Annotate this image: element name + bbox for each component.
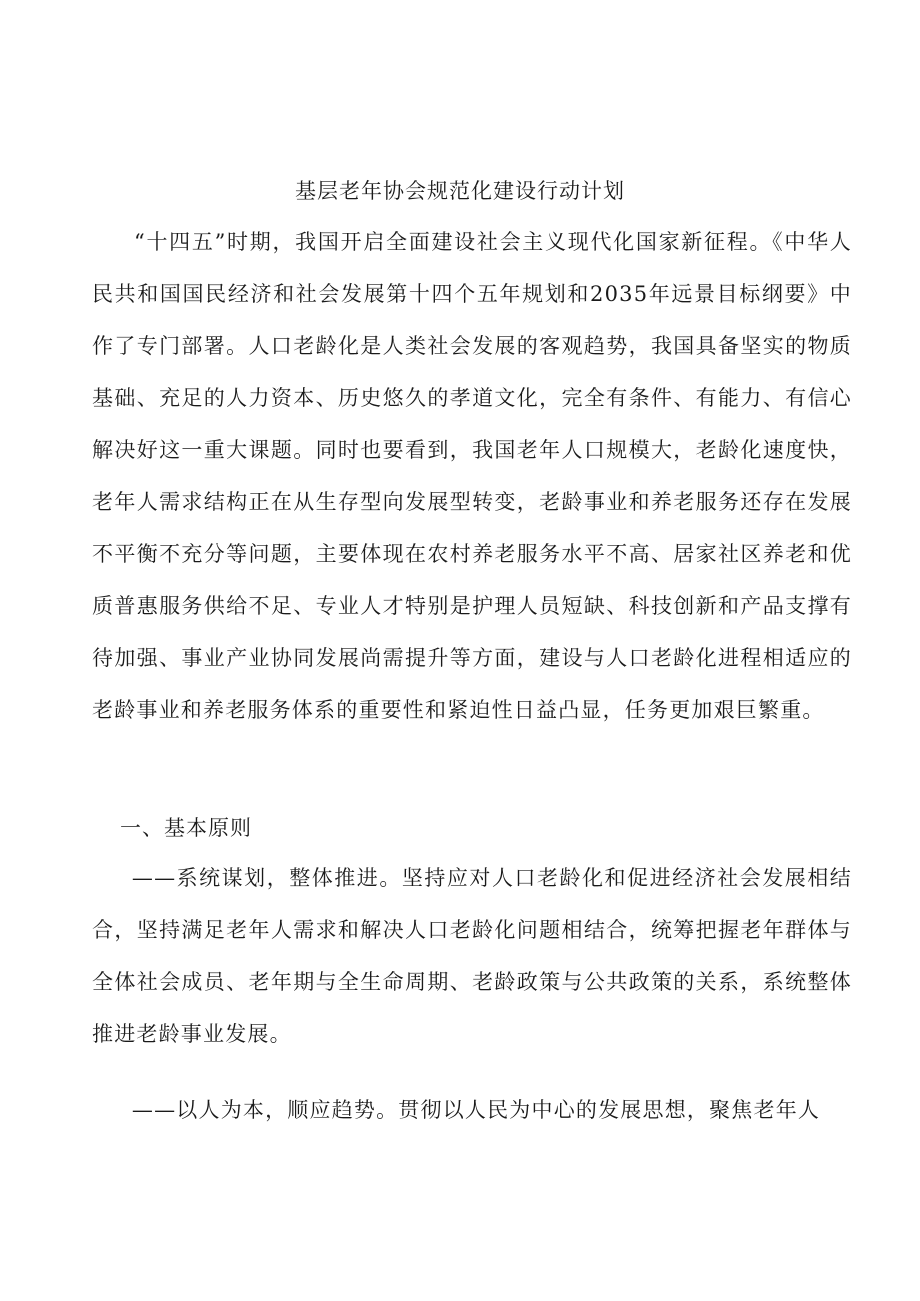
intro-paragraph: “十四五”时期，我国开启全面建设社会主义现代化国家新征程。《中华人民共和国国民经济和社会发展第十四个五年规划和2035年远景目标纲要》中作了专门部署。人口老龄化是人类社会发展的客观趋势，我国具备坚实的物质基础、充足的人力资本、历史悠久的孝道文化，完全有条件、有能力、有信心解决好这一重大课题。同时也要看到，我国老年人口规模大，老龄化速度快，老年人需求结构正在从生存型向发展型转变，老龄事业和养老服务还存在发展不平衡不充分等问题，主要体现在农村养老服务水平不高、居家社区养老和优质普惠服务供给不足、专业人才特别是护理人员短缺、科技创新和产品支撑有待加强、事业产业协同发展尚需提升等方面，建设与人口老龄化进程相适应的老龄事业和养老服务体系的重要性和紧迫性日益凸显，任务更加艰巨繁重。 — [92, 230, 852, 722]
section-heading: 一、基本原则 — [120, 816, 252, 840]
document-title: 基层老年协会规范化建设行动计划 — [295, 179, 625, 203]
principle-paragraph-2: ——以人为本，顺应趋势。贯彻以人民为中心的发展思想，聚焦老年人 — [131, 1098, 821, 1122]
principle-paragraph-1: ——系统谋划，整体推进。坚持应对人口老龄化和促进经济社会发展相结合，坚持满足老年人需求和解决人口老龄化问题相结合，统筹把握老年群体与全体社会成员、老年期与全生命周期、老龄政策与公共政策的关系，系统整体推进老龄事业发展。 — [92, 866, 852, 1046]
